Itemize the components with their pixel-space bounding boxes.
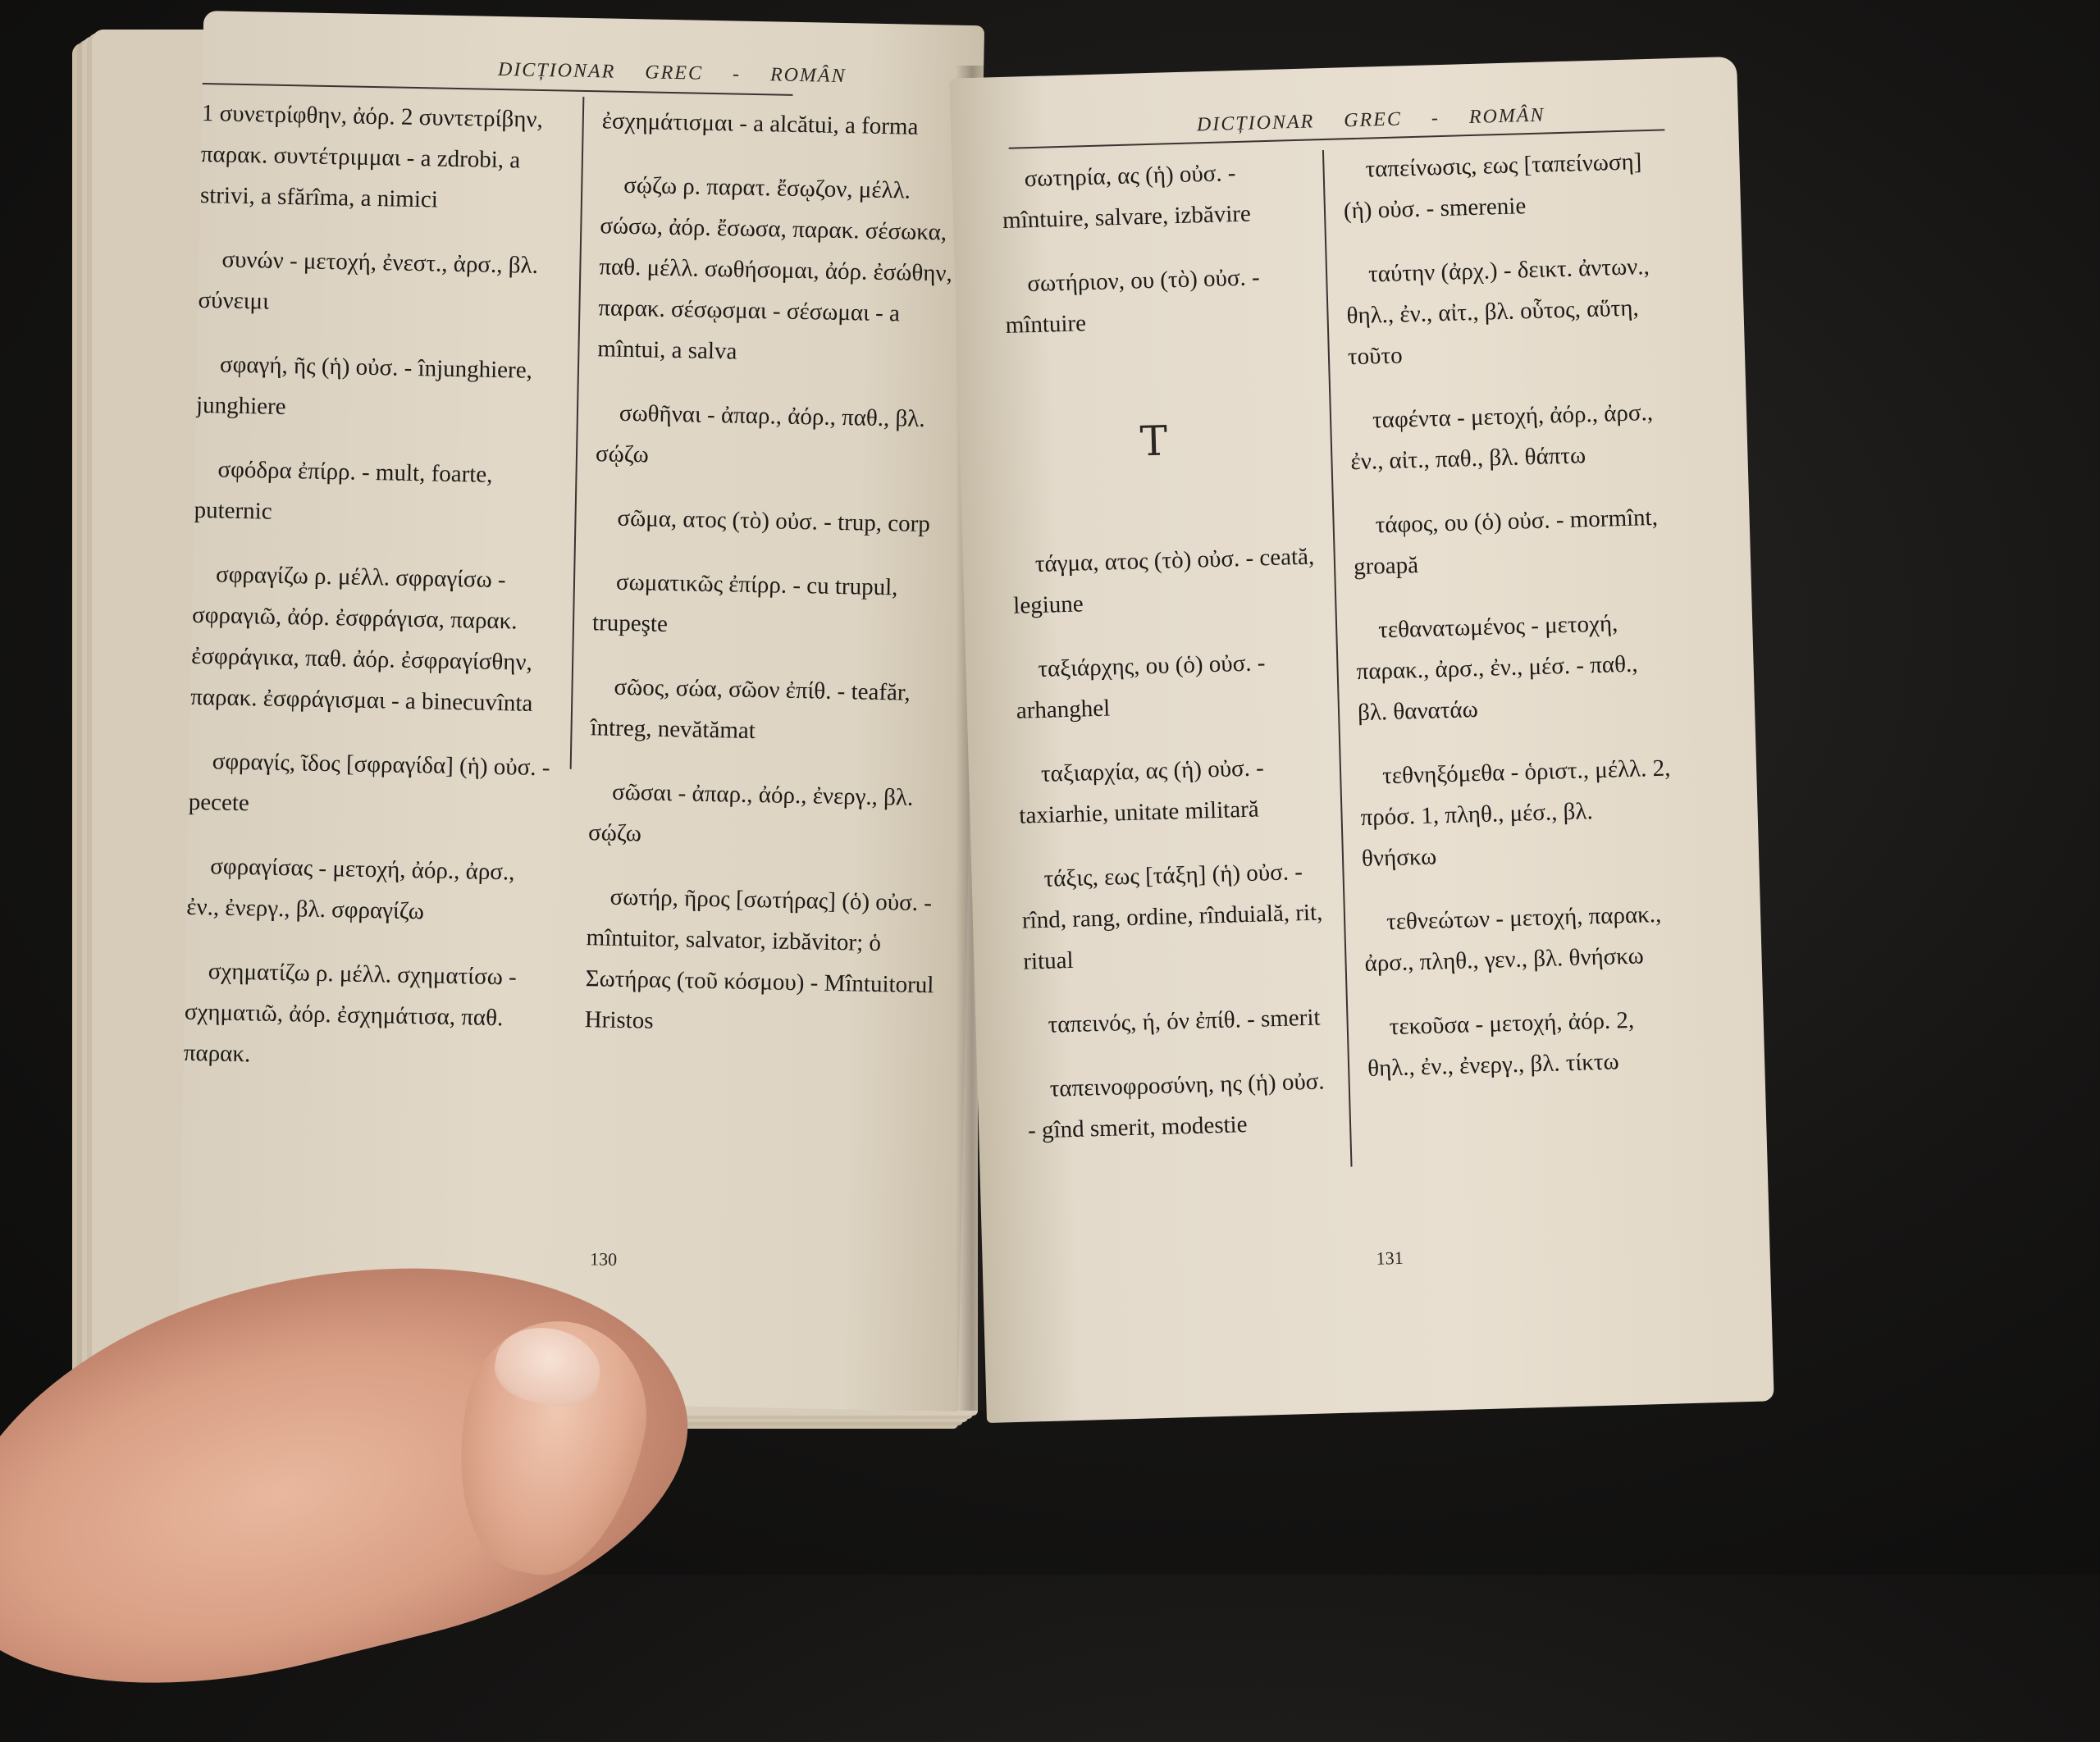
dictionary-entry: τάγμα, ατος (τὸ) οὐσ. - ceată, legiune — [1012, 543, 1315, 619]
dictionary-entry: ταπεινός, ή, όν ἐπίθ. - smerit — [1048, 1004, 1321, 1038]
header-separator: - — [732, 63, 742, 85]
right-column-1-lower — [1011, 536, 1336, 1174]
header-word-dictionar: DICȚIONAR — [497, 58, 616, 83]
dictionary-entry: σφαγή, ῆς (ἡ) οὐσ. - înjunghiere, junghiere — [195, 351, 533, 421]
dictionary-entry: ταφέντα - μετοχή, ἀόρ., ἀρσ., ἐν., αἰτ., παθ., βλ. θάπτω — [1350, 399, 1654, 476]
dictionary-entry: σφόδρα ἐπίρρ. - mult, foarte, puternic — [194, 456, 493, 525]
header-word-roman: ROMÂN — [1468, 104, 1545, 129]
column-divider — [570, 97, 585, 769]
header-separator: - — [1431, 107, 1440, 130]
dictionary-entry: σωτήριον, ου (τὸ) οὐσ. - mîntuire — [1005, 264, 1261, 339]
dictionary-entry: σωθῆναι - ἀπαρ., ἀόρ., παθ., βλ. σῴζω — [595, 399, 925, 468]
dictionary-entry: τεκοῦσα - μετοχή, ἀόρ. 2, θηλ., ἐν., ἐνεργ., βλ. τίκτω — [1367, 1006, 1635, 1082]
right-column-1 — [1001, 151, 1314, 369]
dictionary-entry: σῶος, σώα, σῶον ἐπίθ. - teafăr, întreg, nevătămat — [590, 673, 911, 745]
dictionary-entry: τεθανατωμένος - μετοχή, παρακ., ἀρσ., ἐν., μέσ. - παθ., βλ. θανατάω — [1356, 610, 1638, 727]
header-word-dictionar: DICȚIONAR — [1196, 111, 1315, 136]
left-page-header — [498, 59, 870, 89]
right-page-header — [1197, 104, 1568, 137]
page-number-130: 130 — [589, 1248, 618, 1270]
right-page — [949, 57, 1774, 1423]
dictionary-entry: σχηματίζω ρ. μέλλ. σχηματίσω - σχηματιῶ, ἀόρ. ἐσχημάτισα, παθ. παρακ. — [183, 958, 518, 1068]
header-word-grec: GREC — [1343, 108, 1403, 132]
dictionary-entry: σφραγίζω ρ. μέλλ. σφραγίσω - σφραγιῶ, ἀόρ. ἐσφράγισα, παρακ. ἐσφράγικα, παθ. ἀόρ. ἐσφραγίσθην, παρακ. ἐσφράγισμαι - a binecuvînta — [189, 561, 533, 717]
dictionary-entry: 1 συνετρίφθην, ἀόρ. 2 συντετρίβην, παρακ. συντέτριμμαι - a zdrobi, a strivi, a sfărîma, a nimici — [199, 99, 544, 213]
dictionary-entry: σῴζω ρ. παρατ. ἔσῳζον, μέλλ. σώσω, ἀόρ. ἔσωσα, παρακ. σέσωκα, παθ. μέλλ. σωθήσομαι, ἀόρ. ἐσώθην, παρακ. σέσῳσμαι - σέσωμαι - a mîntui, a salva — [597, 171, 953, 365]
section-letter: T — [1139, 417, 1168, 466]
dictionary-entry: τάφος, ου (ὁ) οὐσ. - mormînt, groapă — [1353, 504, 1659, 581]
dictionary-entry: ταπείνωσις, εως [ταπείνωση] (ἡ) οὐσ. - smerenie — [1343, 148, 1642, 225]
dictionary-entry: σφραγίσας - μετοχή, ἀόρ., ἀρσ., ἐν., ἐνεργ., βλ. σφραγίζω — [186, 853, 515, 925]
dictionary-entry: ταξιαρχία, ας (ἡ) οὐσ. - taxiarhie, unitate militară — [1018, 755, 1265, 829]
page-number-131: 131 — [1376, 1247, 1404, 1269]
dictionary-entry: σῶμα, ατος (τὸ) οὐσ. - trup, corp — [617, 504, 931, 538]
dictionary-entry: σῶσαι - ἀπαρ., ἀόρ., ἐνεργ., βλ. σῴζω — [587, 778, 914, 847]
dictionary-entry: ταπεινοφροσύνη, ης (ἡ) οὐσ. - gînd smerit, modestie — [1027, 1068, 1325, 1144]
right-column-2 — [1342, 141, 1681, 1112]
dictionary-entry: σωματικῶς ἐπίρρ. - cu trupul, trupeşte — [591, 568, 898, 638]
left-column-1 — [183, 93, 563, 1103]
dictionary-entry: τεθνηξόμεθα - ὁριστ., μέλλ. 2, πρόσ. 1, πληθ., μέσ., βλ. θνήσκω — [1360, 755, 1671, 873]
dictionary-entry: σωτήρ, ῆρος [σωτήρας] (ὁ) οὐσ. - mîntuitor, salvator, izbăvitor; ὁ Σωτήρας (τοῦ κόσμου) - Mîntuitorul Hristos — [584, 883, 934, 1034]
dictionary-entry: ἐσχημάτισμαι - a alcătui, a forma — [601, 107, 919, 140]
header-word-roman: ROMÂN — [769, 64, 847, 88]
dictionary-entry: ταξιάρχης, ου (ὁ) οὐσ. - arhanghel — [1016, 650, 1266, 724]
dictionary-entry: σφραγίς, ῖδος [σφραγίδα] (ἡ) οὐσ. - pecete — [188, 748, 550, 817]
dictionary-entry: τάξις, εως [τάξη] (ἡ) οὐσ. - rînd, rang, ordine, rînduială, rit, ritual — [1021, 859, 1323, 975]
header-word-grec: GREC — [645, 62, 704, 84]
left-column-2 — [584, 100, 963, 1069]
dictionary-entry: συνών - μετοχή, ἐνεστ., ἀρσ., βλ. σύνειμι — [198, 246, 539, 315]
dictionary-entry: τεθνεώτων - μετοχή, παρακ., ἀρσ., πληθ., γεν., βλ. θνήσκω — [1364, 901, 1662, 977]
left-page — [177, 11, 984, 1411]
dictionary-entry: σωτηρία, ας (ἡ) οὐσ. - mîntuire, salvare, izbăvire — [1002, 160, 1252, 234]
dictionary-entry: ταύτην (ἀρχ.) - δεικτ. ἀντων., θηλ., ἐν., αἰτ., βλ. οὗτος, αὕτη, τοῦτο — [1346, 253, 1650, 371]
